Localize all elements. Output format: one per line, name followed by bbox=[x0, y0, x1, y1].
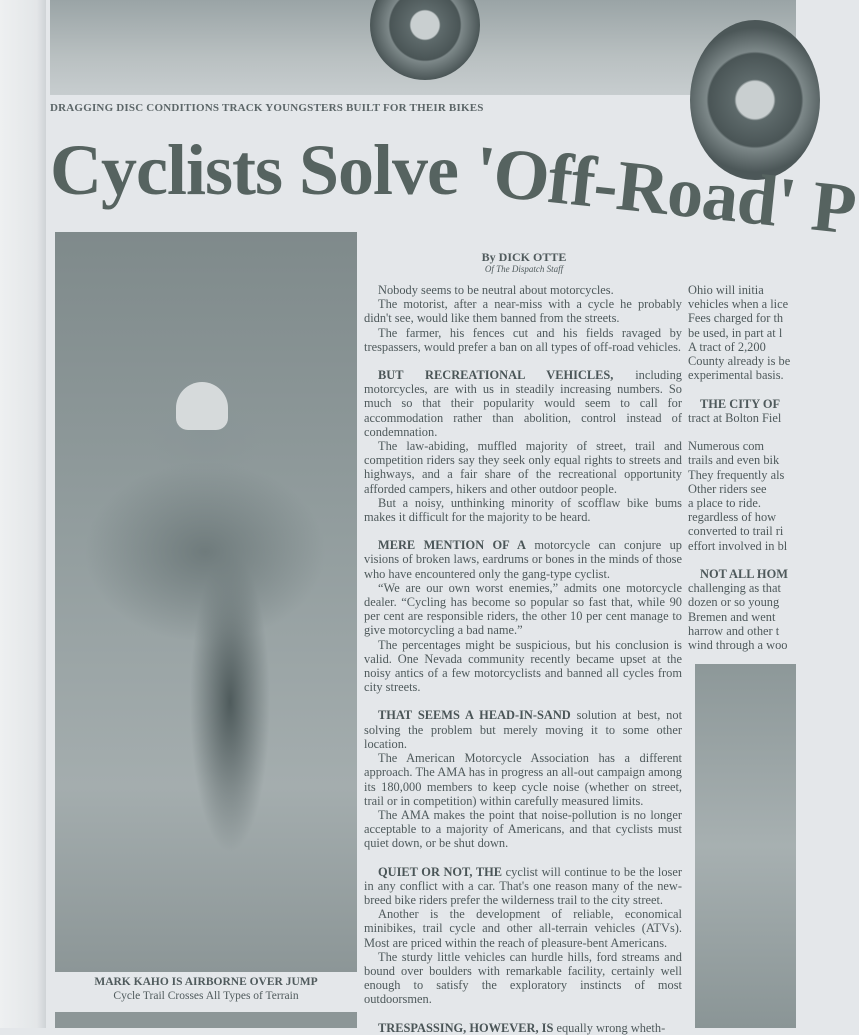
article-paragraph bbox=[364, 950, 682, 1007]
paragraph-text: cyclist will continue to be the loser in any conflict with a car. That's one reason many of the new-breed bike riders prefer the wilderness trail to the city street. bbox=[364, 864, 683, 907]
article-paragraph bbox=[364, 708, 682, 751]
headline-text: Cyclists Solve bbox=[50, 130, 475, 210]
right-column-line: Bremen and went bbox=[688, 609, 776, 624]
article-paragraph bbox=[364, 638, 682, 695]
right-column-line: wind through a woo bbox=[688, 638, 788, 653]
article-right-column bbox=[688, 283, 796, 652]
article-paragraph bbox=[364, 538, 682, 581]
right-column-line: Other riders see bbox=[688, 481, 767, 496]
byline-affiliation: Of The Dispatch Staff bbox=[484, 264, 564, 274]
paragraph-text: The AMA makes the point that noise-pollution is no longer acceptable to a majority of Americans, and that cyclists must quiet down, or be shut down. bbox=[364, 807, 682, 851]
headline bbox=[50, 128, 859, 250]
right-column-line: be used, in part at l bbox=[688, 325, 783, 340]
article-paragraph bbox=[364, 368, 682, 439]
article-paragraph bbox=[364, 581, 682, 638]
right-column-line: experimental basis. bbox=[688, 368, 784, 383]
paragraph-text: motorcycle can conjure up visions of broken laws, eardrums or bones in the minds of those who have encountered only the gang-type cyclist. bbox=[364, 538, 682, 581]
right-column-line: converted to trail ri bbox=[688, 524, 784, 539]
right-column-line: They frequently als bbox=[688, 467, 785, 482]
photo-caption bbox=[55, 975, 357, 1003]
right-column-line: harrow and other t bbox=[688, 623, 780, 638]
right-column-line: challenging as that bbox=[688, 581, 781, 596]
paragraph-text: “We are our own worst enemies,” admits one motorcycle dealer. “Cycling has become so popular so fast that, while 90 per cent are responsible riders, the other 10 per cent manage to give motorcycling a bad name.” bbox=[364, 580, 682, 638]
right-column-line: a place to ride. bbox=[688, 496, 761, 511]
byline-author: By DICK OTTE bbox=[481, 250, 567, 264]
right-column-line: THE CITY OF bbox=[700, 396, 781, 411]
right-column-line bbox=[688, 553, 796, 567]
paragraph-text: including motorcycles, are with us in steadily increasing numbers. So much so that their popularity would seem to call for accommodation rather than abolition, control instead of condemnation. bbox=[364, 368, 683, 439]
right-column-line bbox=[688, 382, 796, 396]
paragraph-lead: THAT SEEMS A HEAD-IN-SAND bbox=[378, 708, 571, 723]
page-fold-margin bbox=[0, 0, 46, 1028]
wheel-image bbox=[370, 0, 480, 80]
right-column-line bbox=[688, 425, 796, 439]
article-paragraph bbox=[364, 751, 682, 808]
right-column-line: NOT ALL HOM bbox=[700, 567, 788, 582]
caption-subtitle: Cycle Trail Crosses All Types of Terrain bbox=[113, 990, 299, 1002]
paragraph-text: But a noisy, unthinking minority of scofflaw bike bums makes it difficult for the majority to be heard. bbox=[364, 495, 682, 525]
paragraph-lead: TRESPASSING, HOWEVER, IS bbox=[378, 1020, 554, 1035]
right-column-line: regardless of how bbox=[688, 510, 777, 525]
paragraph-text: Nobody seems to be neutral about motorcycles. bbox=[378, 283, 614, 297]
byline bbox=[362, 250, 686, 275]
article-paragraph bbox=[364, 907, 682, 950]
right-column-line: tract at Bolton Fiel bbox=[688, 410, 782, 425]
photo-motorcyclist bbox=[55, 232, 357, 972]
paragraph-text: Another is the development of reliable, economical minibikes, trail cycle and other all-terrain vehicles (ATVs). Most are priced within the reach of pleasure-bent Americans. bbox=[364, 907, 682, 950]
right-column-line: Fees charged for th bbox=[688, 311, 784, 326]
article-paragraph bbox=[364, 326, 682, 354]
article-paragraph bbox=[364, 808, 682, 851]
paragraph-text: The percentages might be suspicious, but his conclusion is valid. One Nevada community recently became upset at the noisy antics of a few motorcyclists and banned all cycles from city streets. bbox=[364, 637, 682, 695]
right-column-line: Ohio will initia bbox=[688, 283, 764, 297]
article-paragraph bbox=[364, 283, 682, 297]
article-paragraph bbox=[364, 496, 682, 524]
paragraph-text: solution at best, not solving the problem but merely moving it to some other location. bbox=[364, 708, 683, 751]
right-column-line: County already is be bbox=[688, 354, 791, 369]
photo-right bbox=[695, 664, 796, 1028]
article-paragraph bbox=[364, 439, 682, 496]
article-main-column bbox=[364, 283, 682, 1035]
right-column-line: vehicles when a lice bbox=[688, 297, 789, 312]
article-paragraph bbox=[364, 865, 682, 908]
paragraph-lead: QUIET OR NOT, THE bbox=[378, 864, 503, 879]
headline-curved-text: 'Off-Road' P bbox=[470, 130, 859, 250]
paragraph-text: The law-abiding, muffled majority of street, trail and competition riders say they seek only equal rights to streets and highways, and a fair share of the recreational opportunity afforded campers, hikers and other outdoor people. bbox=[364, 439, 682, 496]
paragraph-text: The sturdy little vehicles can hurdle hills, ford streams and bound over boulders with remarkable facility, certainly well enough to satisfy the exploratory instincts of most outdoorsmen. bbox=[364, 949, 682, 1007]
paragraph-text: The American Motorcycle Association has a different approach. The AMA has in progress an all-out campaign among its 180,000 members to keep cycle noise (whether on street, trail or in competition) within carefully measured limits. bbox=[364, 751, 682, 808]
paragraph-text: equally wrong wheth- bbox=[553, 1020, 666, 1035]
right-column-line: A tract of 2,200 bbox=[688, 339, 766, 354]
paragraph-text: The motorist, after a near-miss with a cycle he probably didn't see, would like them banned from the streets. bbox=[364, 297, 682, 326]
right-column-line: trails and even bik bbox=[688, 453, 780, 468]
right-column-line: Numerous com bbox=[688, 439, 765, 454]
paragraph-lead: BUT RECREATIONAL VEHICLES, bbox=[378, 368, 614, 383]
kicker-headline: DRAGGING DISC CONDITIONS TRACK YOUNGSTERS BUILT FOR THEIR BIKES bbox=[50, 102, 484, 114]
article-paragraph bbox=[364, 1021, 682, 1035]
paragraph-lead: MERE MENTION OF A bbox=[378, 538, 526, 553]
helmet-shape bbox=[176, 382, 228, 430]
top-photo-vehicle bbox=[50, 0, 796, 95]
photo-bottom bbox=[55, 1012, 357, 1028]
right-column-line: effort involved in bl bbox=[688, 538, 788, 553]
right-column-line: dozen or so young bbox=[688, 595, 780, 610]
caption-title: MARK KAHO IS AIRBORNE OVER JUMP bbox=[94, 976, 318, 988]
article-paragraph bbox=[364, 297, 682, 325]
paragraph-text: The farmer, his fences cut and his fields ravaged by trespassers, would prefer a ban on all types of off-road vehicles. bbox=[364, 325, 682, 354]
